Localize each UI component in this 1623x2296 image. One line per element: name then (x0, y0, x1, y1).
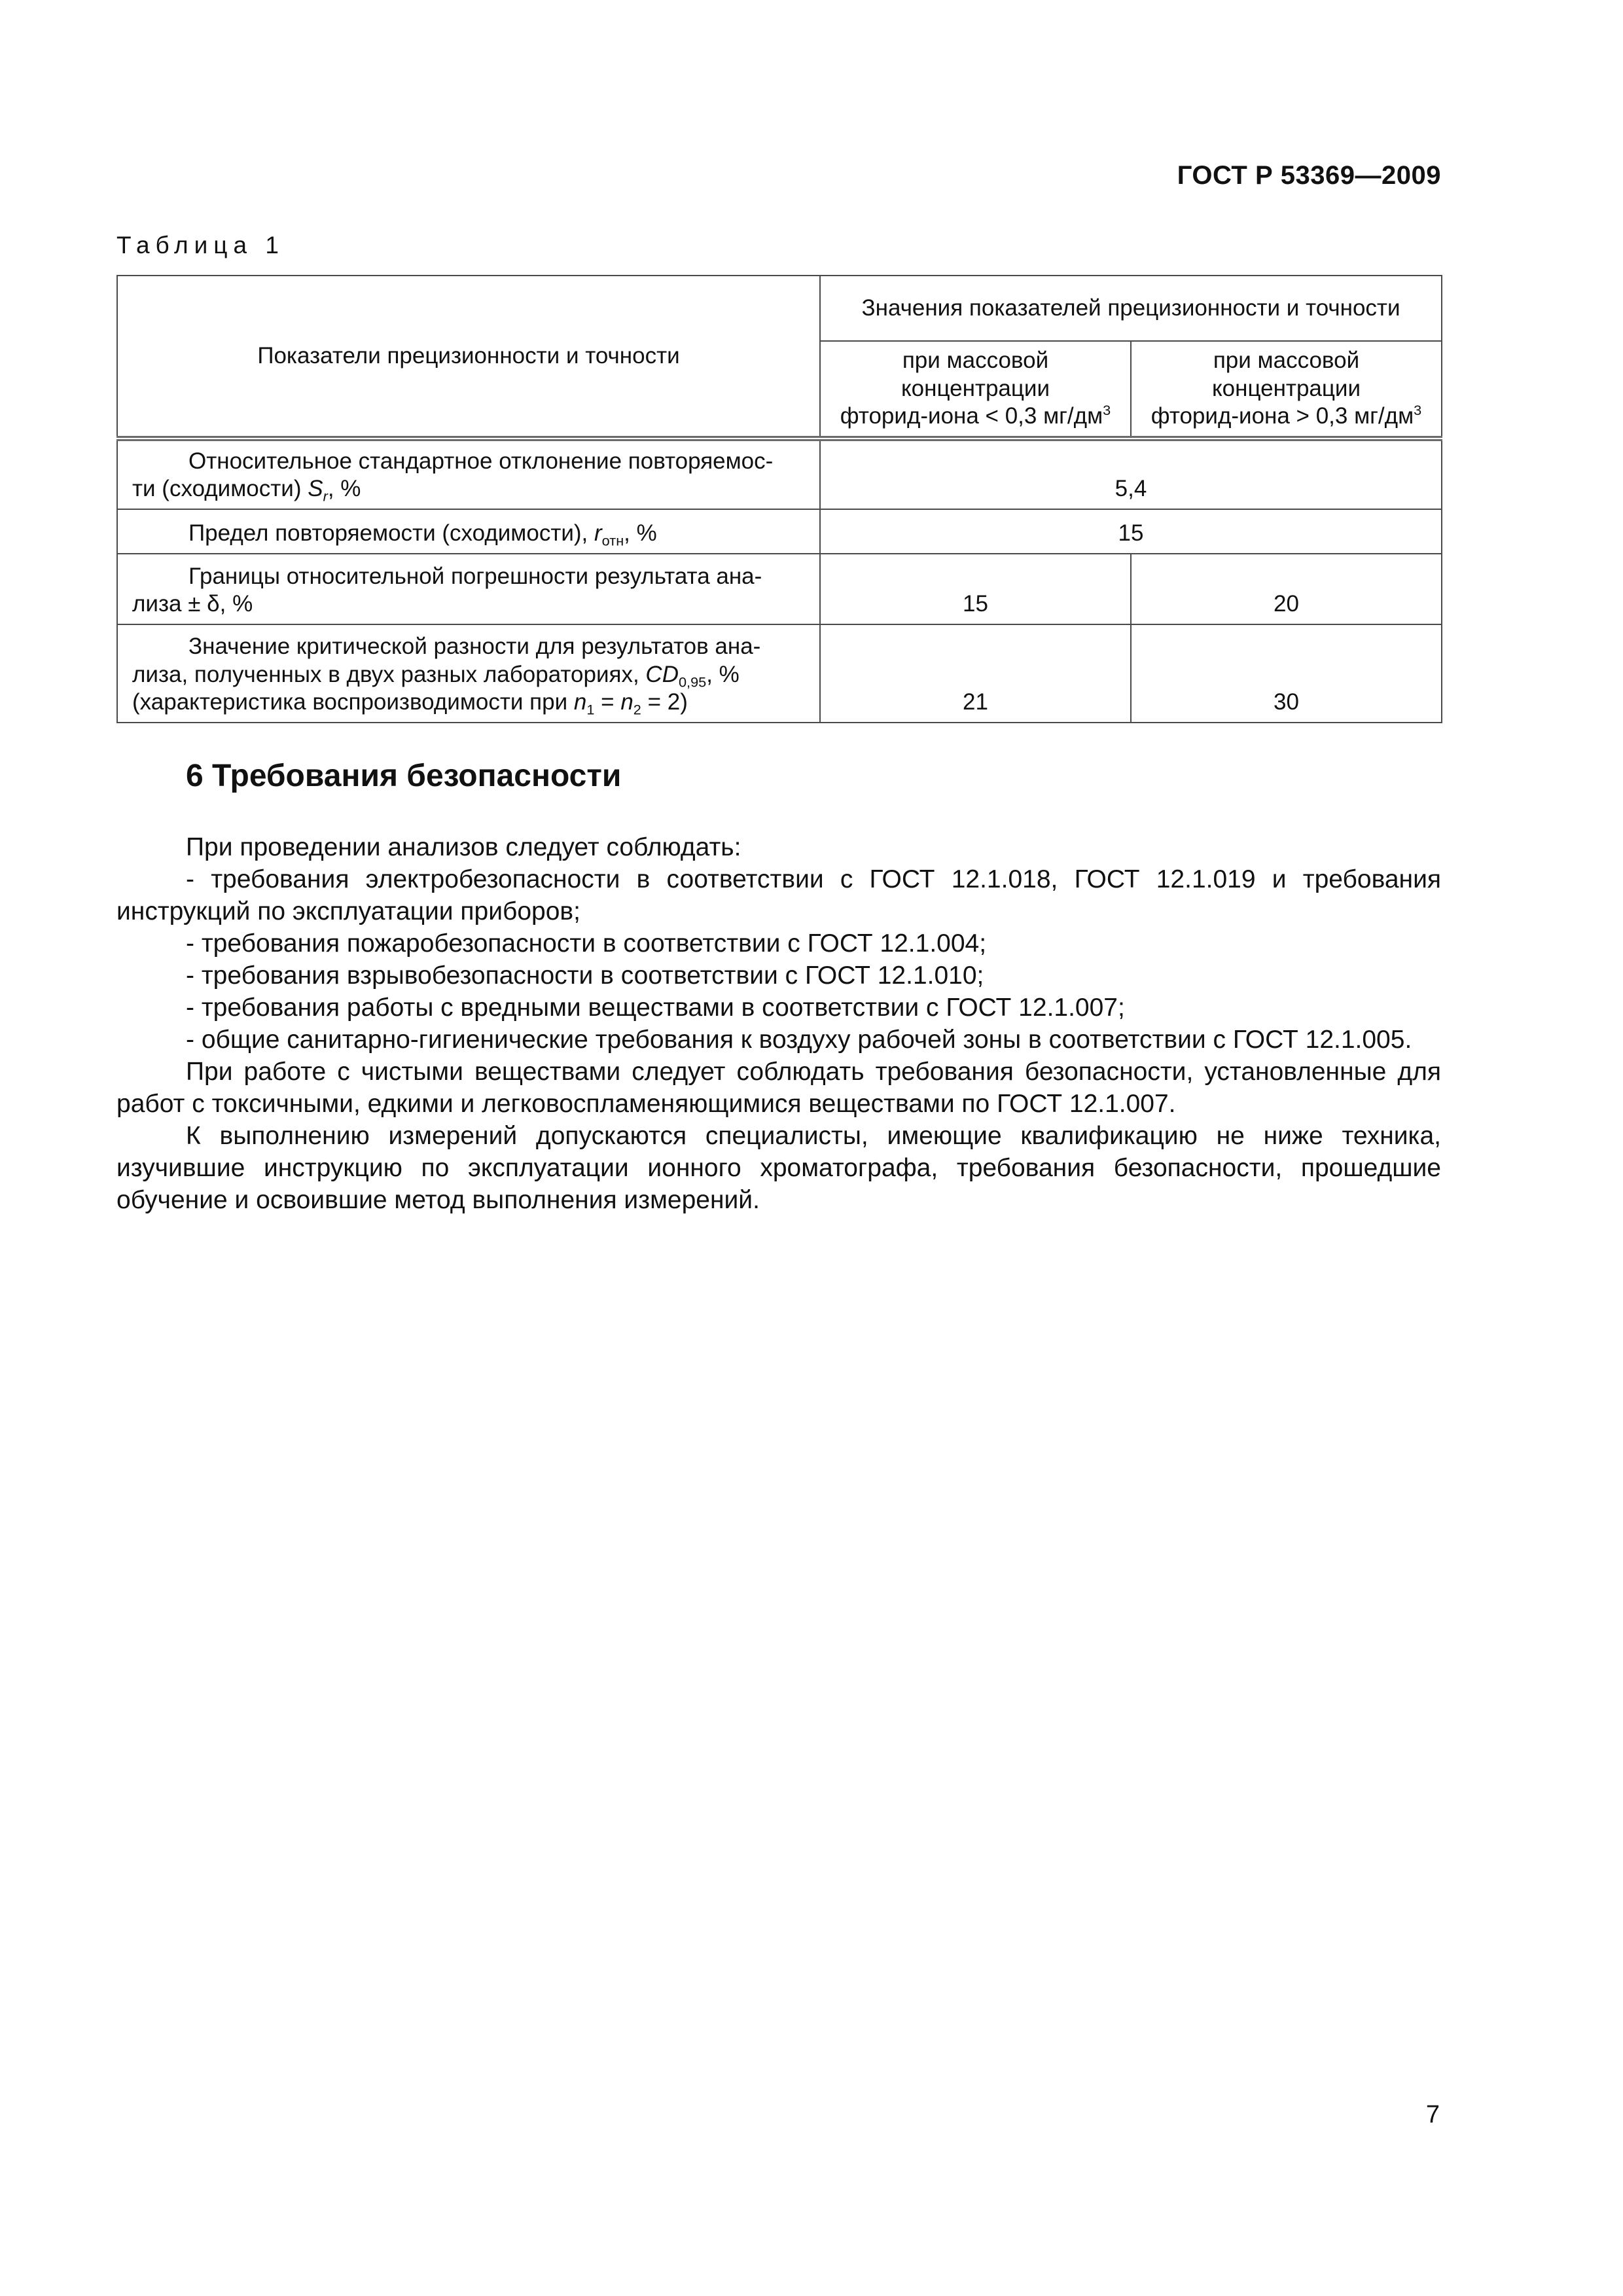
symbol: S (308, 476, 323, 502)
table-row (117, 509, 1442, 554)
row-text: лиза, полученных в двух разных лабораториях, (132, 661, 646, 687)
value-cell: 15 (820, 509, 1442, 554)
value-cell: 5,4 (820, 439, 1442, 509)
low-header-exponent: 3 (1103, 402, 1111, 419)
subscript: 2 (633, 701, 641, 718)
high-concentration-header (1131, 341, 1442, 439)
param-column-header: Показатели прецизионности и точности (117, 276, 820, 439)
table-row (117, 624, 1442, 723)
paragraph: При работе с чистыми веществами следует соблюдать требования безопасности, установленные для работ с токсичными, едкими и легковоспламеняющимися веществами по ГОСТ 12.1.007. (116, 1058, 1441, 1118)
symbol: CD (645, 661, 679, 687)
value-cell-high: 20 (1131, 554, 1442, 624)
subscript: 0,95 (678, 673, 707, 691)
table-row (117, 439, 1442, 509)
row-text: Предел повторяемости (сходимости), (188, 520, 595, 547)
high-header-exponent: 3 (1414, 402, 1422, 419)
row-text: лиза ± δ, % (132, 591, 253, 617)
symbol: n (573, 689, 587, 715)
value-cell-high: 30 (1131, 624, 1442, 723)
paragraph: - требования работы с вредными веществами в соответствии с ГОСТ 12.1.007; (186, 994, 1125, 1022)
row-error-bounds (117, 554, 820, 624)
values-column-header: Значения показателей прецизионности и точности (820, 276, 1442, 341)
row-text: ти (сходимости) (132, 476, 308, 502)
symbol: r (594, 520, 602, 547)
row-repeatability-sd (117, 439, 820, 509)
row-text: = 2) (641, 689, 688, 715)
subscript: r (323, 488, 328, 505)
table-caption: Таблица 1 (116, 232, 285, 259)
row-line (132, 520, 805, 548)
row-text: , % (706, 661, 740, 687)
subscript: 1 (586, 701, 595, 718)
section-heading: 6 Требования безопасности (186, 759, 622, 793)
paragraph: При проведении анализов следует соблюдать: (186, 833, 741, 861)
table-row (117, 554, 1442, 624)
paragraph: - требования пожаробезопасности в соответствии с ГОСТ 12.1.004; (186, 929, 987, 958)
symbol: n (620, 689, 633, 715)
low-header-line1: при массовой концентрации (901, 348, 1050, 401)
row-text: Относительное стандартное отклонение повторяемос- (188, 448, 774, 474)
high-header-line2: фторид-иона > 0,3 мг/дм (1150, 403, 1414, 429)
high-header-line1: при массовой концентрации (1211, 348, 1361, 401)
paragraph: - требования взрывобезопасности в соответствии с ГОСТ 12.1.010; (186, 961, 984, 990)
table-header-row (117, 276, 1442, 341)
precision-table (116, 275, 1442, 723)
subscript: отн (601, 532, 624, 549)
value-cell-low: 21 (820, 624, 1131, 723)
row-text: , % (624, 520, 657, 547)
low-header-line2: фторид-иона < 0,3 мг/дм (840, 403, 1103, 429)
row-repeatability-limit (117, 509, 820, 554)
row-critical-difference (117, 624, 820, 723)
row-text: , % (327, 476, 361, 502)
low-concentration-header (820, 341, 1131, 439)
row-text: = (594, 689, 621, 715)
paragraph: К выполнению измерений допускаются специалисты, имеющие квалификацию не ниже техника, изучившие инструкцию по эксплуатации ионного хроматографа, требования безопасности, прошедшие обучение и освоившие метод выполнения измерений. (116, 1122, 1441, 1214)
section-body (116, 831, 1441, 1216)
row-text: Значение критической разности для результатов ана- (188, 634, 761, 659)
row-text: Границы относительной погрешности результата ана- (188, 563, 762, 589)
document-code: ГОСТ Р 53369—2009 (1177, 161, 1441, 190)
paragraph: - требования электробезопасности в соответствии с ГОСТ 12.1.018, ГОСТ 12.1.019 и требования инструкций по эксплуатации приборов; (116, 865, 1441, 925)
page-number: 7 (1425, 2101, 1440, 2128)
row-text: (характеристика воспроизводимости при (132, 689, 574, 715)
value-cell-low: 15 (820, 554, 1131, 624)
paragraph: - общие санитарно-гигиенические требования к воздуху рабочей зоны в соответствии с ГОСТ 12.1.005. (186, 1026, 1412, 1054)
